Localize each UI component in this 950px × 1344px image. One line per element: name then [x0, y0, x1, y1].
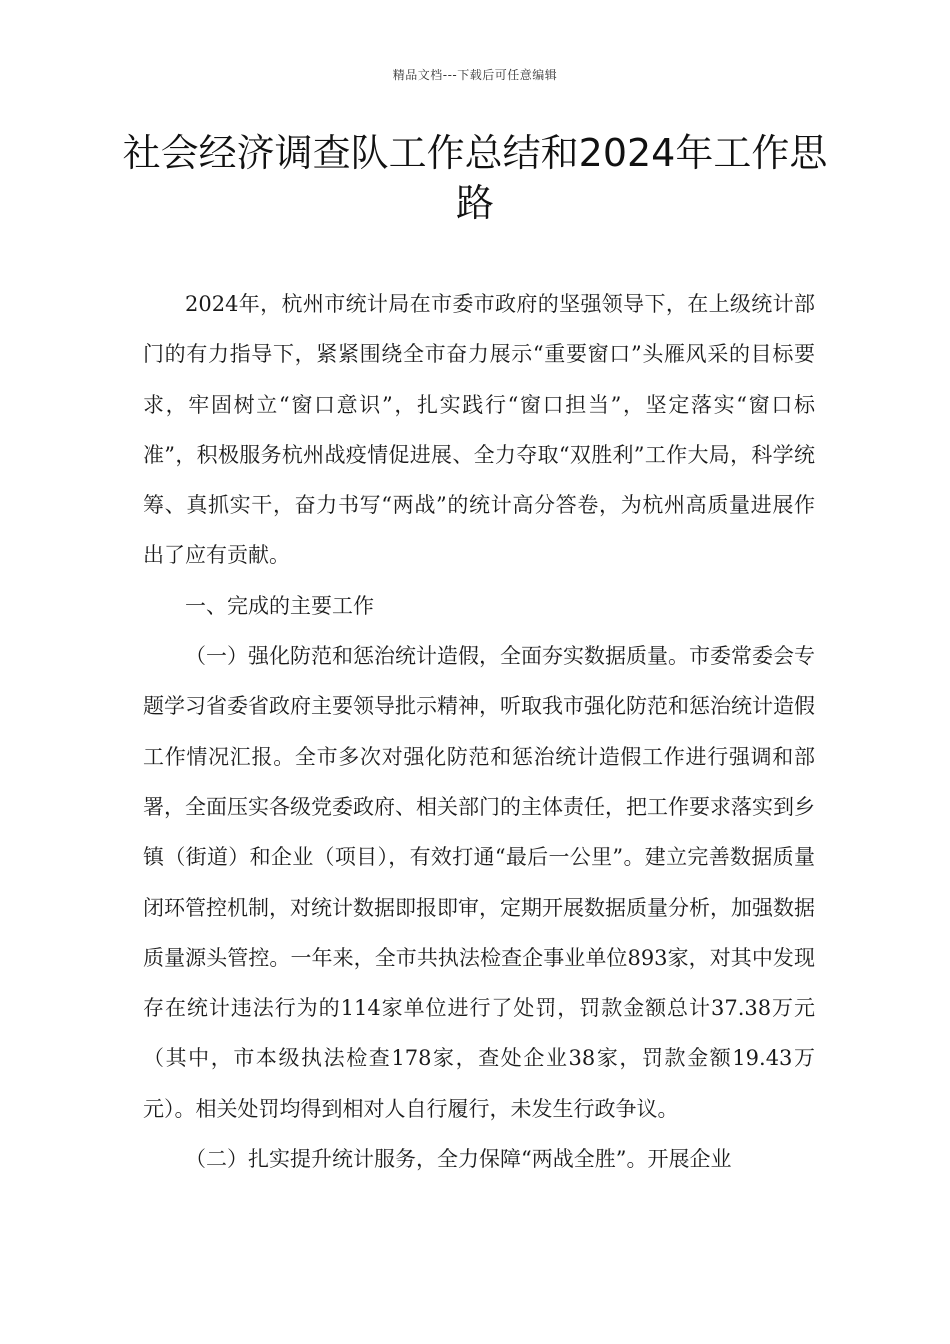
- paragraph-intro: 2024年，杭州市统计局在市委市政府的坚强领导下，在上级统计部门的有力指导下，紧紧围绕全市奋力展示“重要窗口”头雁风采的目标要求，牢固树立“窗口意识”，扎实践行“窗口担当”，坚定落实“窗口标准”，积极服务杭州战疫情促进展、全力夺取“双胜利”工作大局，科学统筹、真抓实干，奋力书写“两战”的统计高分答卷，为杭州高质量进展作出了应有贡献。: [143, 292, 815, 568]
- document-title: 社会经济调查队工作总结和2024年工作思路: [122, 131, 828, 225]
- section-heading-main-work: 一、完成的主要工作: [185, 593, 374, 618]
- paragraph-subsection-2: （二）扎实提升统计服务，全力保障“两战全胜”。开展企业: [185, 1147, 732, 1172]
- header-note: 精品文档---下载后可任意编辑: [392, 68, 558, 82]
- document-body: [143, 279, 815, 1184]
- paragraph-subsection-1: （一）强化防范和惩治统计造假，全面夯实数据质量。市委常委会专题学习省委省政府主要领导批示精神，听取我市强化防范和惩治统计造假工作情况汇报。全市多次对强化防范和惩治统计造假工作进行强调和部署，全面压实各级党委政府、相关部门的主体责任，把工作要求落实到乡镇（街道）和企业（项目），有效打通“最后一公里”。建立完善数据质量闭环管控机制，对统计数据即报即审，定期开展数据质量分析，加强数据质量源头管控。一年来，全市共执法检查企事业单位893家，对其中发现存在统计违法行为的114家单位进行了处罚，罚款金额总计37.38万元（其中，市本级执法检查178家，查处企业38家，罚款金额19.43万元）。相关处罚均得到相对人自行履行，未发生行政争议。: [143, 644, 815, 1121]
